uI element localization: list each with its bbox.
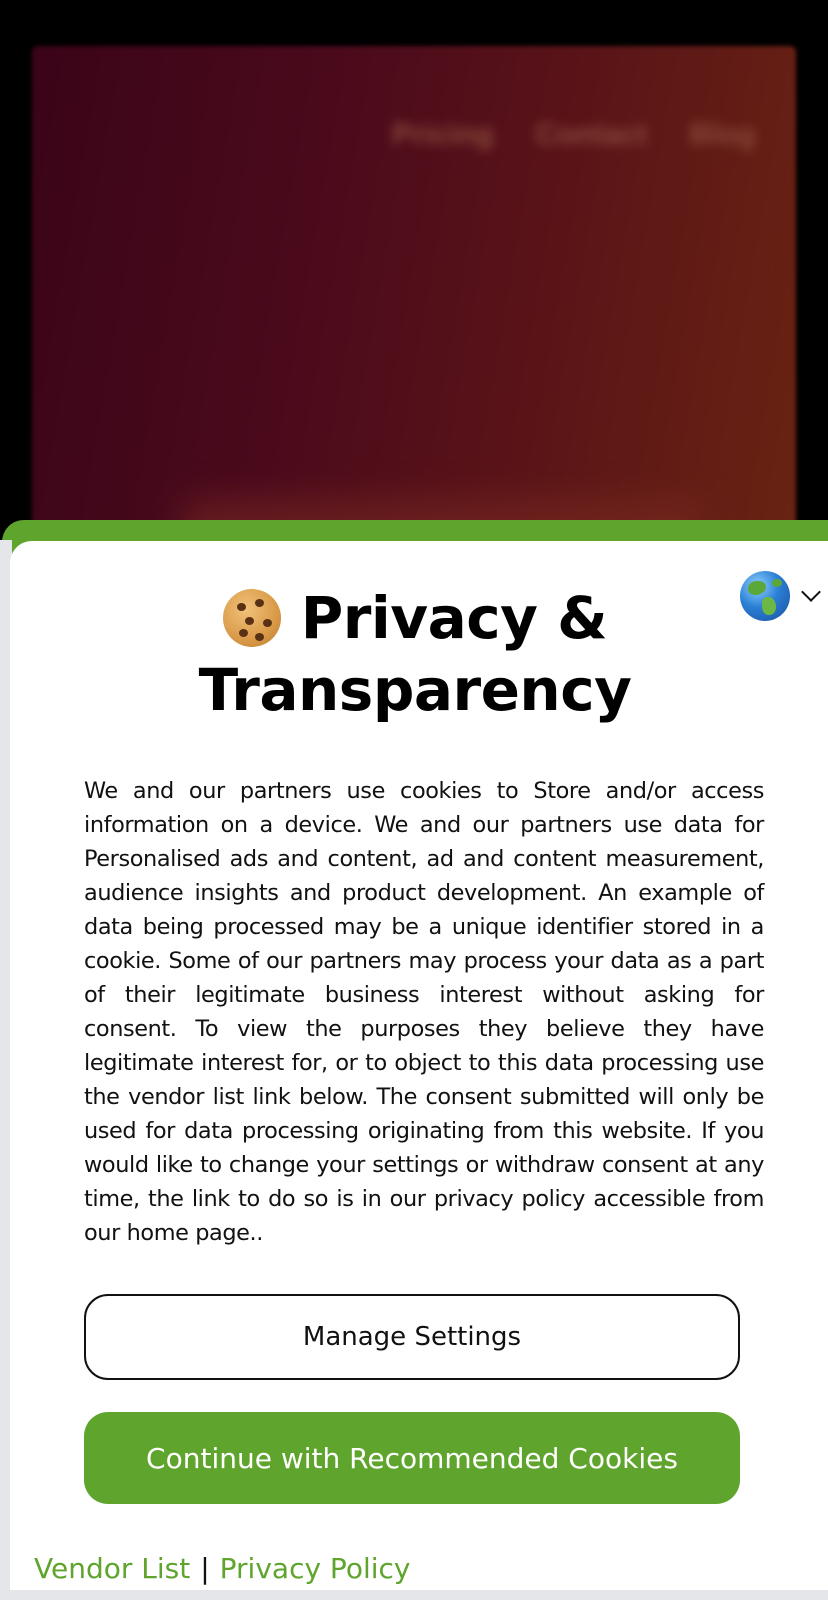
background-nav (392, 118, 756, 152)
globe-icon (740, 571, 790, 621)
language-selector[interactable] (740, 571, 818, 621)
consent-title-line2: Transparency (198, 656, 632, 724)
consent-sheet-bottom-edge (0, 1590, 828, 1600)
background-nav-blog: Blog (689, 118, 756, 151)
footer-separator: | (200, 1552, 210, 1585)
continue-recommended-cookies-button[interactable]: Continue with Recommended Cookies (84, 1412, 740, 1504)
vendor-list-link[interactable]: Vendor List (34, 1552, 191, 1585)
privacy-policy-link[interactable]: Privacy Policy (219, 1552, 411, 1585)
consent-footer-links (34, 1552, 410, 1585)
consent-title-line1: Privacy & (300, 584, 608, 652)
chevron-down-icon (801, 582, 821, 602)
manage-settings-button[interactable]: Manage Settings (84, 1294, 740, 1380)
cookie-icon (223, 589, 281, 647)
consent-title (120, 582, 710, 726)
background-nav-contact: Contact (535, 118, 648, 151)
consent-description: We and our partners use cookies to Store and/or access information on a device. We and our partners use data for Personalised ads and content, ad and content measurement, audience insights and product development. An example of data being processed may be a unique identifier stored in a cookie. Some of our partners may process your data as a part of their legitimate business interest without asking for consent. To view the purposes they believe they have legitimate interest for, or to object to this data processing use the vendor list link below. The consent submitted will only be used for data processing originating from this website. If you would like to change your settings or withdraw consent at any time, the link to do so is in our privacy policy accessible from our home page.. (84, 778, 764, 1246)
background-nav-pricing: Pricing (391, 118, 494, 151)
